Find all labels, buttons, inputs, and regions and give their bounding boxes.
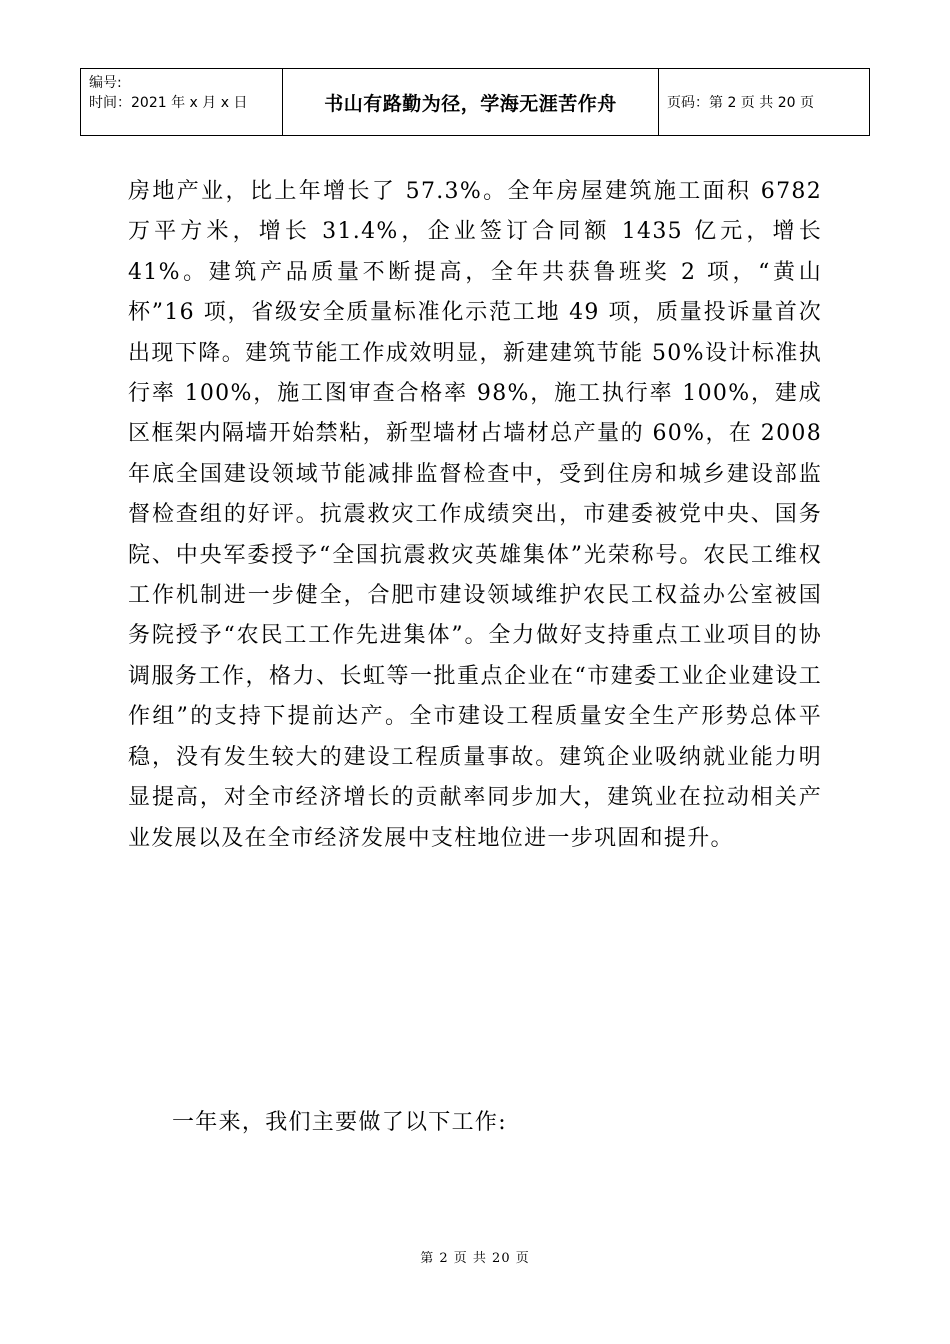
document-header [80, 68, 870, 136]
body-paragraph-1: 房地产业，比上年增长了 57.3%。全年房屋建筑施工面积 6782 万平方米，增长 31.4%，企业签订合同额 1435 亿元，增长 41%。建筑产品质量不断提高，全年共获鲁班奖 2 项，“黄山杯”16 项，省级安全质量标准化示范工地 49 项，质量投诉量首次出现下降。建筑节能工作成效明显，新建建筑节能 50%设计标准执行率 100%，施工图审查合格率 98%，施工执行率 100%，建成区框架内隔墙开始禁粘，新型墙材占墙材总产量的 60%，在 2008 年底全国建设领域节能减排监督检查中，受到住房和城乡建设部监督检查组的好评。抗震救灾工作成绩突出，市建委被党中央、国务院、中央军委授予“全国抗震救灾英雄集体”光荣称号。农民工维权工作机制进一步健全，合肥市建设领域维护农民工权益办公室被国务院授予“农民工工作先进集体”。全力做好支持重点工业项目的协调服务工作，格力、长虹等一批重点企业在“市建委工业企业建设工作组”的支持下提前达产。全市建设工程质量安全生产形势总体平稳，没有发生较大的建设工程质量事故。建筑企业吸纳就业能力明显提高，对全市经济增长的贡献率同步加大，建筑业在拉动相关产业发展以及在全市经济发展中支柱地位进一步巩固和提升。 [128, 179, 822, 851]
body-paragraph-2: 一年来，我们主要做了以下工作: [172, 1110, 507, 1135]
header-meta [81, 69, 283, 135]
serial-number-label: 编号: [89, 75, 122, 91]
document-body [128, 172, 822, 859]
header-motto: 书山有路勤为径，学海无涯苦作舟 [283, 69, 659, 135]
page-footer: 第 2 页 共 20 页 [420, 1251, 530, 1266]
date-label: 时间：2021 年 x 月 x 日 [89, 95, 248, 111]
header-page-code: 页码：第 2 页 共 20 页 [667, 95, 814, 111]
